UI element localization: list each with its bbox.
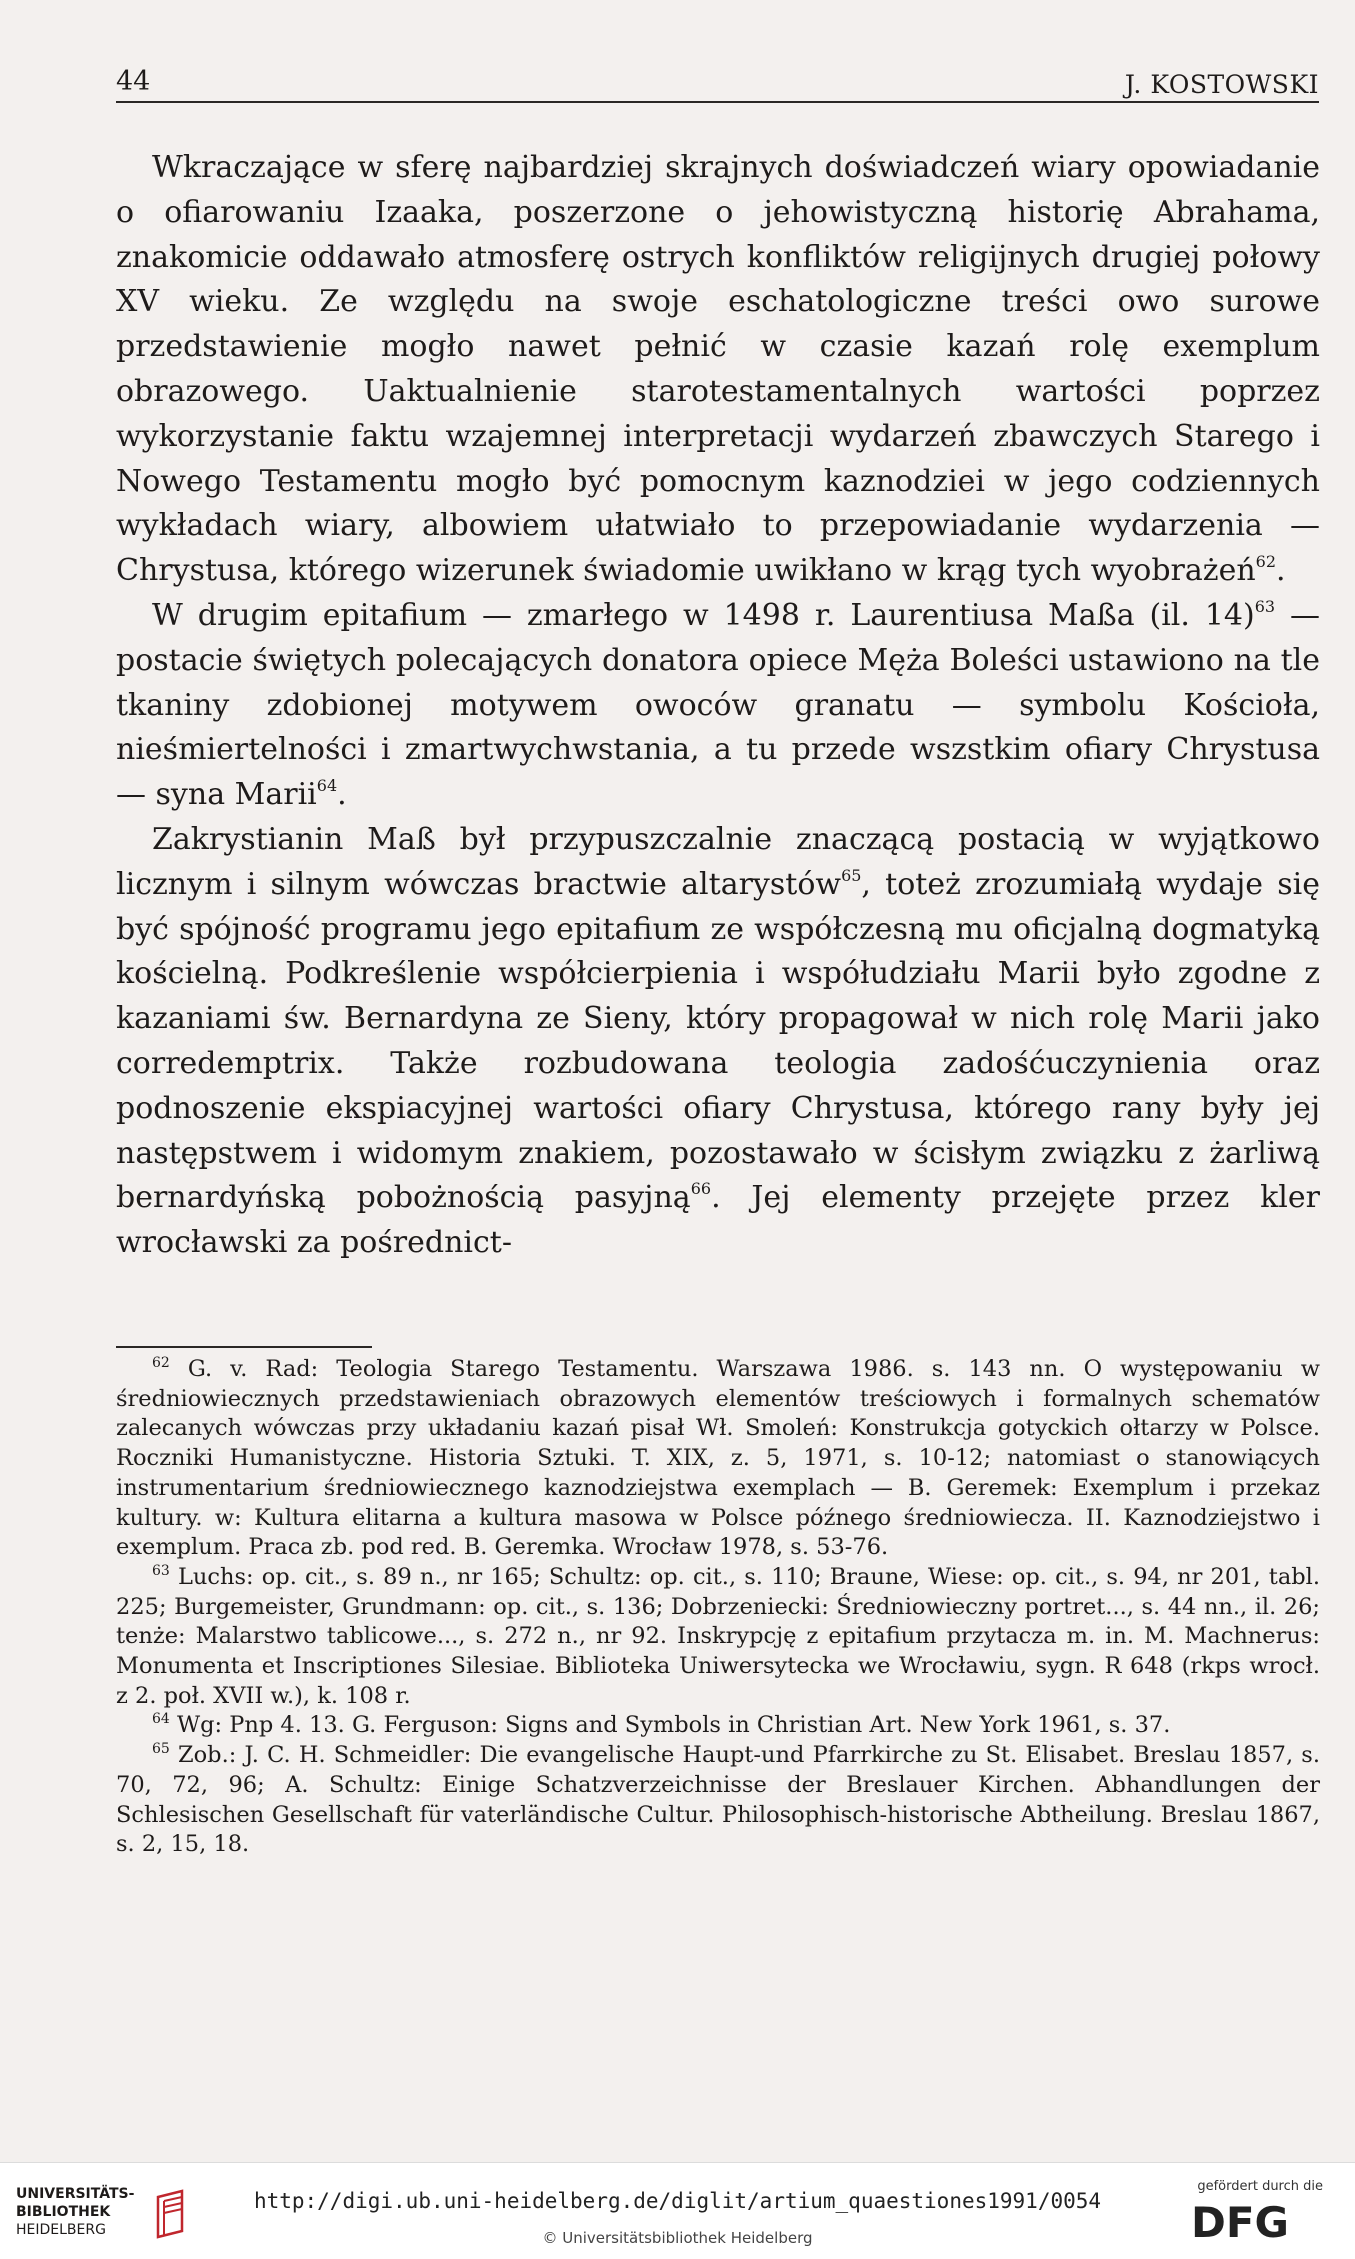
page-number: 44 [116,66,151,97]
paragraph-text: W drugim epitafium — zmarłego w 1498 r. Laurentiusa Maßa (il. 14) [152,597,1255,633]
footnote-reference[interactable]: 63 [1254,596,1276,616]
paragraph-text: Zakrystianin Maß był przypuszczalnie znaczącą postacią w wyjątkowo licznym i silnym wówczas bractwie altarystów [116,821,1320,902]
paragraph-text: . [1276,553,1286,589]
footnote-reference[interactable]: 62 [1255,552,1277,572]
footnote [116,1711,1320,1741]
footnote-separator [116,1346,372,1348]
footnote-number: 62 [152,1355,170,1371]
funding-label: gefördert durch die [1197,2179,1323,2194]
body-paragraph [116,146,1320,594]
running-head: J. KOSTOWSKI [1124,70,1319,99]
copyright-notice: © Universitätsbibliothek Heidelberg [542,2229,813,2247]
body-paragraph [116,594,1320,818]
paragraph-text: , toteż zrozumiałą wydaje się być spójność programu jego epitafium ze współczesną mu oficjalną dogmatyką kościelną. Podkreślenie współcierpienia i współudziału Marii było zgodne z kazaniami św. Bernardyna ze Sieny, który propagował w nich rolę Marii jako corredemptrix. Także rozbudowana teologia zadośćuczynienia oraz podnoszenie ekspiacyjnej wartości ofiary Chrystusa, którego rany były jej następstwem i widomym znakiem, pozostawało w ścisłym związku z żarliwą bernardyńską pobożnością pasyjną [116,866,1320,1216]
footnote-text: Luchs: op. cit., s. 89 n., nr 165; Schultz: op. cit., s. 110; Braune, Wiese: op. cit., s. 94, nr 201, tabl. 225; Burgemeister, Grundmann: op. cit., s. 136; Dobrzeniecki: Średniowieczny portret..., s. 44 nn., il. 26; tenże: Malarstwo tablicowe..., s. 272 n., nr 92. Inskrypcję z epitafium przytacza m. in. M. Machnerus: Monumenta et Inscriptiones Silesiae. Biblioteka Uniwersytecka we Wrocławiu, sygn. R 648 (rkps wrocł. z 2. poł. XVII w.), k. 108 r. [116,1563,1320,1709]
footnote-text: Wg: Pnp 4. 13. G. Ferguson: Signs and Symbols in Christian Art. New York 1961, s. 37. [169,1712,1171,1739]
footnote-number: 64 [152,1711,170,1728]
footnote-number: 65 [152,1741,170,1758]
footnote-reference[interactable]: 66 [690,1179,712,1199]
footnote-text: Zob.: J. C. H. Schmeidler: Die evangelische Haupt-und Pfarrkirche zu St. Elisabet. Breslau 1857, s. 70, 72, 96; A. Schultz: Einige Schatzverzeichnisse der Breslauer Kirchen. Abhandlungen der Schlesischen Gesellschaft für vaterländische Cultur. Philosophisch-historische Abtheilung. Breslau 1867, s. 2, 15, 18. [116,1742,1320,1858]
footnote [116,1355,1320,1563]
library-name-line3: HEIDELBERG [16,2222,106,2238]
viewer-footer-bar [0,2162,1355,2259]
footnote-text: G. v. Rad: Teologia Starego Testamentu. Warszawa 1986. s. 143 nn. O występowaniu w średniowiecznych przedstawieniach obrazowych elementów treściowych i formalnych schematów zalecanych wówczas przy układaniu kazań pisał Wł. Smoleń: Konstrukcja gotyckich ołtarzy w Polsce. Roczniki Humanistyczne. Historia Sztuki. T. XIX, z. 5, 1971, s. 10-12; natomiast o stanowiących instrumentarium średniowiecznego kaznodziejstwa exemplach — B. Geremek: Exemplum i przekaz kultury. w: Kultura elitarna a kultura masowa w Polsce późnego średniowiecza. II. Kaznodziejstwo i exemplum. Praca zb. pod red. B. Geremka. Wrocław 1978, s. 53-76. [116,1356,1320,1561]
library-name-line1: UNIVERSITÄTS- [16,2186,135,2202]
footnote-reference[interactable]: 65 [841,865,862,885]
permalink-url[interactable]: http://digi.ub.uni-heidelberg.de/diglit/artium_quaestiones1991/0054 [253,2189,1102,2213]
footnote [116,1563,1320,1712]
paragraph-text: — postacie świętych polecających donatora opiece Męża Boleści ustawiono na tle tkaniny zdobionej motywem owoców granatu — symbolu Kościoła, nieśmiertelności i zmartwychwstania, a tu przede wszstkim ofiary Chrystusa — syna Marii [116,597,1320,813]
library-name-line2: BIBLIOTHEK [16,2204,111,2220]
dfg-logo-icon[interactable] [1191,2199,1321,2243]
header-rule [116,101,1319,103]
paragraph-text: . [337,777,347,813]
paragraph-text: . Jej elementy przejęte przez kler wrocławski za pośrednict- [116,1180,1320,1261]
footnotes [116,1355,1320,1860]
footnote [116,1741,1320,1860]
body-paragraph [116,818,1320,1266]
footnote-reference[interactable]: 64 [316,776,338,796]
dfg-logo-text: DFG [1191,2199,1290,2243]
paragraph-text: Wkraczające w sferę najbardziej skrajnych doświadczeń wiary opowiadanie o ofiarowaniu Izaaka, poszerzone o jehowistyczną historię Abrahama, znakomicie oddawało atmosferę ostrych konfliktów religijnych drugiej połowy XV wieku. Ze względu na swoje eschatologiczne treści owo surowe przedstawienie mogło nawet pełnić w czasie kazań rolę exemplum obrazowego. Uaktualnienie starotestamentalnych wartości poprzez wykorzystanie faktu wzajemnej interpretacji wydarzeń zbawczych Starego i Nowego Testamentu mogło być pomocnym kaznodziei w jego codziennych wykładach wiary, albowiem ułatwiało to przepowiadanie wydarzenia — Chrystusa, którego wizerunek świadomie uwikłano w krąg tych wyobrażeń [116,150,1320,589]
body-text [116,146,1320,1266]
footnote-number: 63 [152,1562,170,1579]
